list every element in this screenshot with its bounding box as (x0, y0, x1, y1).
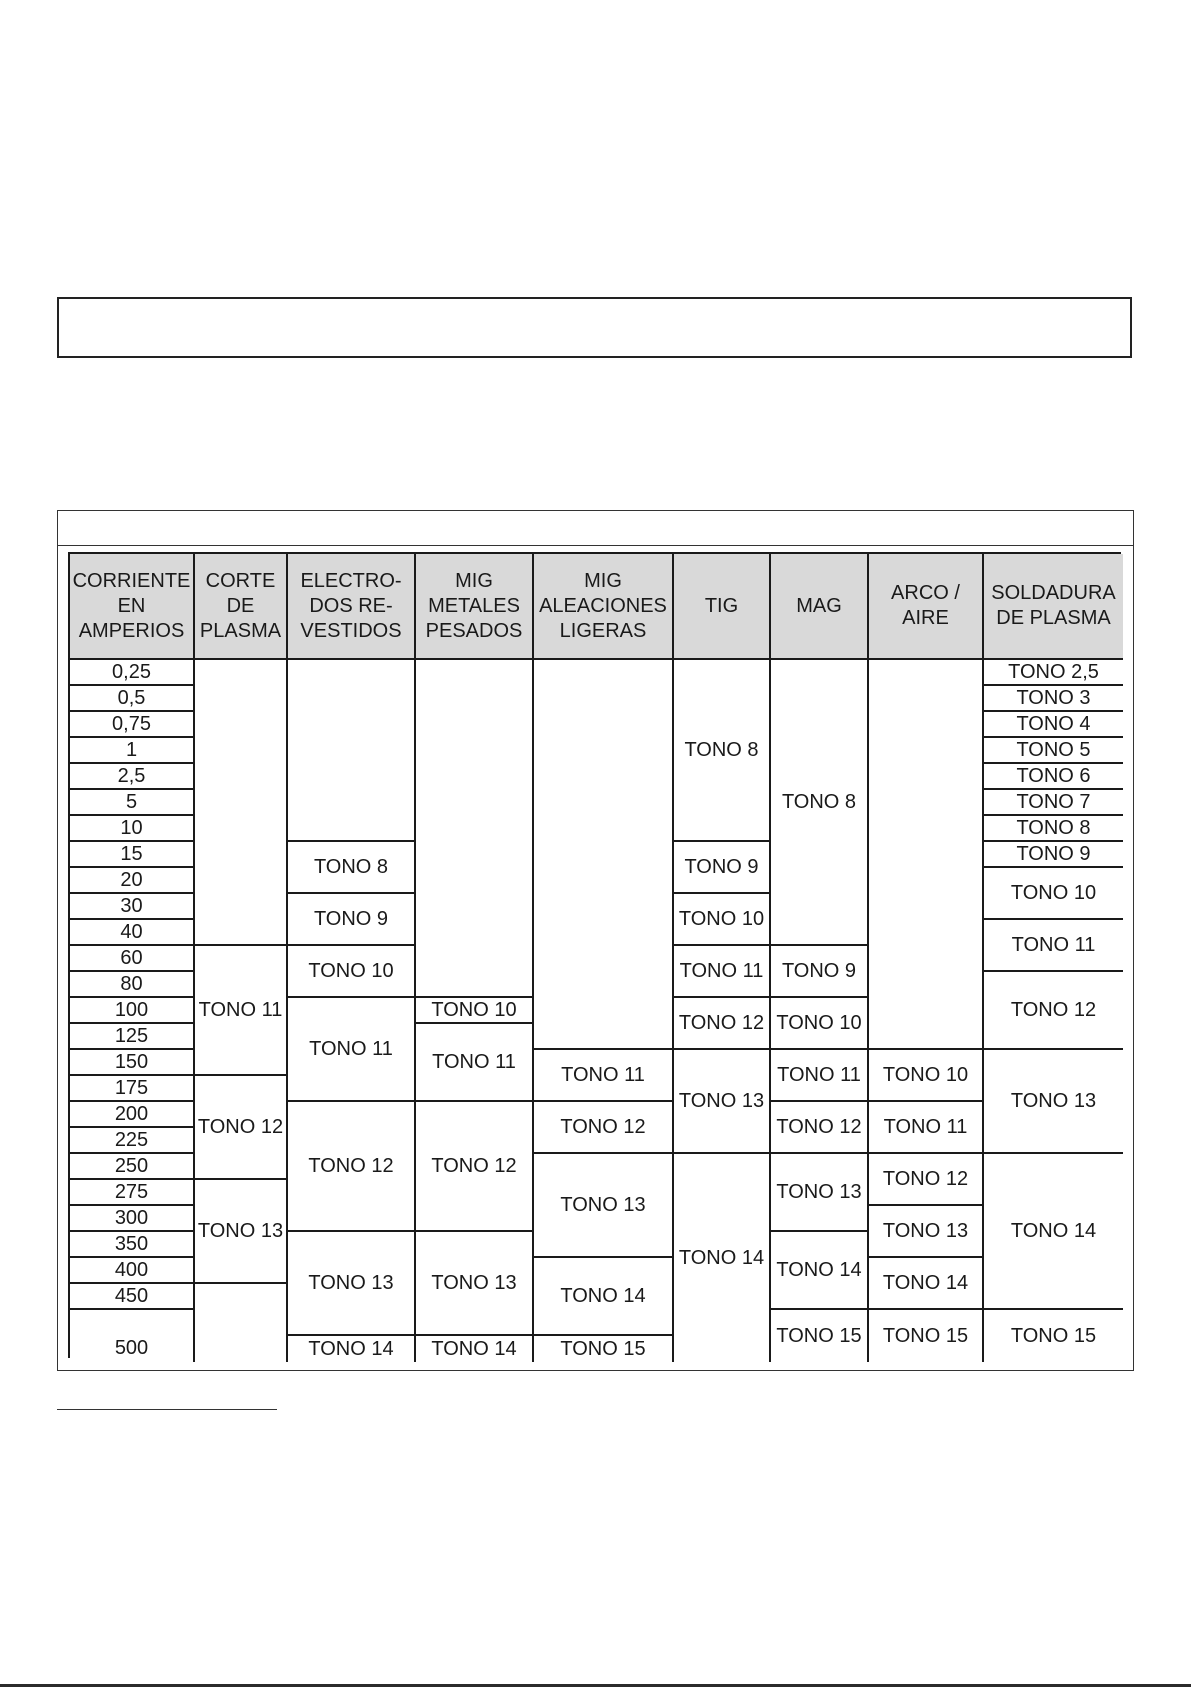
shade-cell: TONO 11 (674, 946, 771, 998)
ampere-cell: 0,25 (70, 660, 195, 686)
shade-cell: TONO 14 (771, 1232, 869, 1310)
shade-cell: TONO 15 (771, 1310, 869, 1362)
shade-cell: TONO 8 (288, 842, 416, 894)
shade-cell: TONO 12 (869, 1154, 984, 1206)
ampere-cell: 1 (70, 738, 195, 764)
shade-cell: TONO 14 (869, 1258, 984, 1310)
ampere-cell: 400 (70, 1258, 195, 1284)
shade-cell: TONO 9 (771, 946, 869, 998)
column-header: ELECTRO- DOS RE- VESTIDOS (288, 554, 416, 660)
ampere-cell: 275 (70, 1180, 195, 1206)
ampere-cell: 60 (70, 946, 195, 972)
shade-cell: TONO 13 (674, 1050, 771, 1154)
shade-cell: TONO 13 (534, 1154, 674, 1258)
ampere-cell: 10 (70, 816, 195, 842)
shade-cell: TONO 11 (416, 1024, 534, 1102)
ampere-cell: 40 (70, 920, 195, 946)
empty-cell (869, 660, 984, 1050)
empty-cell (195, 1284, 288, 1362)
footnote-separator (57, 1409, 277, 1410)
table-caption-divider (57, 545, 1134, 546)
shade-cell: TONO 14 (534, 1258, 674, 1336)
shade-cell: TONO 12 (771, 1102, 869, 1154)
welding-shade-table (68, 552, 1121, 1358)
column-header: CORTE DE PLASMA (195, 554, 288, 660)
shade-cell: TONO 13 (869, 1206, 984, 1258)
shade-cell: TONO 13 (984, 1050, 1123, 1154)
ampere-cell: 100 (70, 998, 195, 1024)
shade-cell: TONO 12 (416, 1102, 534, 1232)
shade-cell: TONO 9 (674, 842, 771, 894)
ampere-cell: 20 (70, 868, 195, 894)
ampere-cell: 225 (70, 1128, 195, 1154)
shade-cell: TONO 10 (674, 894, 771, 946)
shade-cell: TONO 13 (771, 1154, 869, 1232)
column-header: MIG METALES PESADOS (416, 554, 534, 660)
shade-cell: TONO 7 (984, 790, 1123, 816)
ampere-cell: 0,5 (70, 686, 195, 712)
shade-cell: TONO 4 (984, 712, 1123, 738)
ampere-cell: 500 (70, 1310, 195, 1362)
column-header: CORRIENTE EN AMPERIOS (70, 554, 195, 660)
ampere-cell: 2,5 (70, 764, 195, 790)
shade-cell: TONO 11 (771, 1050, 869, 1102)
empty-cell (534, 660, 674, 1050)
shade-cell: TONO 11 (984, 920, 1123, 972)
shade-cell: TONO 15 (869, 1310, 984, 1362)
ampere-cell: 15 (70, 842, 195, 868)
shade-cell: TONO 8 (674, 660, 771, 842)
ampere-cell: 200 (70, 1102, 195, 1128)
shade-cell: TONO 9 (288, 894, 416, 946)
ampere-cell: 0,75 (70, 712, 195, 738)
shade-cell: TONO 5 (984, 738, 1123, 764)
shade-cell: TONO 12 (674, 998, 771, 1050)
shade-cell: TONO 10 (869, 1050, 984, 1102)
shade-cell: TONO 9 (984, 842, 1123, 868)
ampere-cell: 250 (70, 1154, 195, 1180)
column-header: SOLDADURA DE PLASMA (984, 554, 1123, 660)
shade-cell: TONO 12 (534, 1102, 674, 1154)
shade-cell: TONO 12 (288, 1102, 416, 1232)
column-header: ARCO / AIRE (869, 554, 984, 660)
shade-cell: TONO 12 (195, 1076, 288, 1180)
ampere-cell: 300 (70, 1206, 195, 1232)
column-header: MIG ALEACIONES LIGERAS (534, 554, 674, 660)
shade-cell: TONO 2,5 (984, 660, 1123, 686)
shade-cell: TONO 14 (984, 1154, 1123, 1310)
shade-cell: TONO 10 (984, 868, 1123, 920)
empty-cell (416, 660, 534, 998)
column-header: TIG (674, 554, 771, 660)
shade-cell: TONO 13 (288, 1232, 416, 1336)
shade-cell: TONO 11 (534, 1050, 674, 1102)
ampere-cell: 125 (70, 1024, 195, 1050)
shade-cell: TONO 11 (195, 946, 288, 1076)
column-header: MAG (771, 554, 869, 660)
shade-cell: TONO 10 (416, 998, 534, 1024)
shade-cell: TONO 8 (771, 660, 869, 946)
shade-cell: TONO 12 (984, 972, 1123, 1050)
ampere-cell: 150 (70, 1050, 195, 1076)
shade-cell: TONO 14 (288, 1336, 416, 1362)
shade-cell: TONO 10 (771, 998, 869, 1050)
ampere-cell: 175 (70, 1076, 195, 1102)
shade-cell: TONO 15 (984, 1310, 1123, 1362)
shade-cell: TONO 6 (984, 764, 1123, 790)
shade-cell: TONO 11 (288, 998, 416, 1102)
ampere-cell: 30 (70, 894, 195, 920)
ampere-cell: 80 (70, 972, 195, 998)
shade-cell: TONO 14 (674, 1154, 771, 1362)
empty-cell (288, 660, 416, 842)
shade-cell: TONO 8 (984, 816, 1123, 842)
shade-cell: TONO 3 (984, 686, 1123, 712)
shade-cell: TONO 15 (534, 1336, 674, 1362)
ampere-cell: 5 (70, 790, 195, 816)
empty-title-box (57, 297, 1132, 358)
shade-cell: TONO 13 (195, 1180, 288, 1284)
ampere-cell: 350 (70, 1232, 195, 1258)
shade-cell: TONO 11 (869, 1102, 984, 1154)
ampere-cell: 450 (70, 1284, 195, 1310)
empty-cell (195, 660, 288, 946)
shade-cell: TONO 13 (416, 1232, 534, 1336)
shade-cell: TONO 10 (288, 946, 416, 998)
shade-cell: TONO 14 (416, 1336, 534, 1362)
